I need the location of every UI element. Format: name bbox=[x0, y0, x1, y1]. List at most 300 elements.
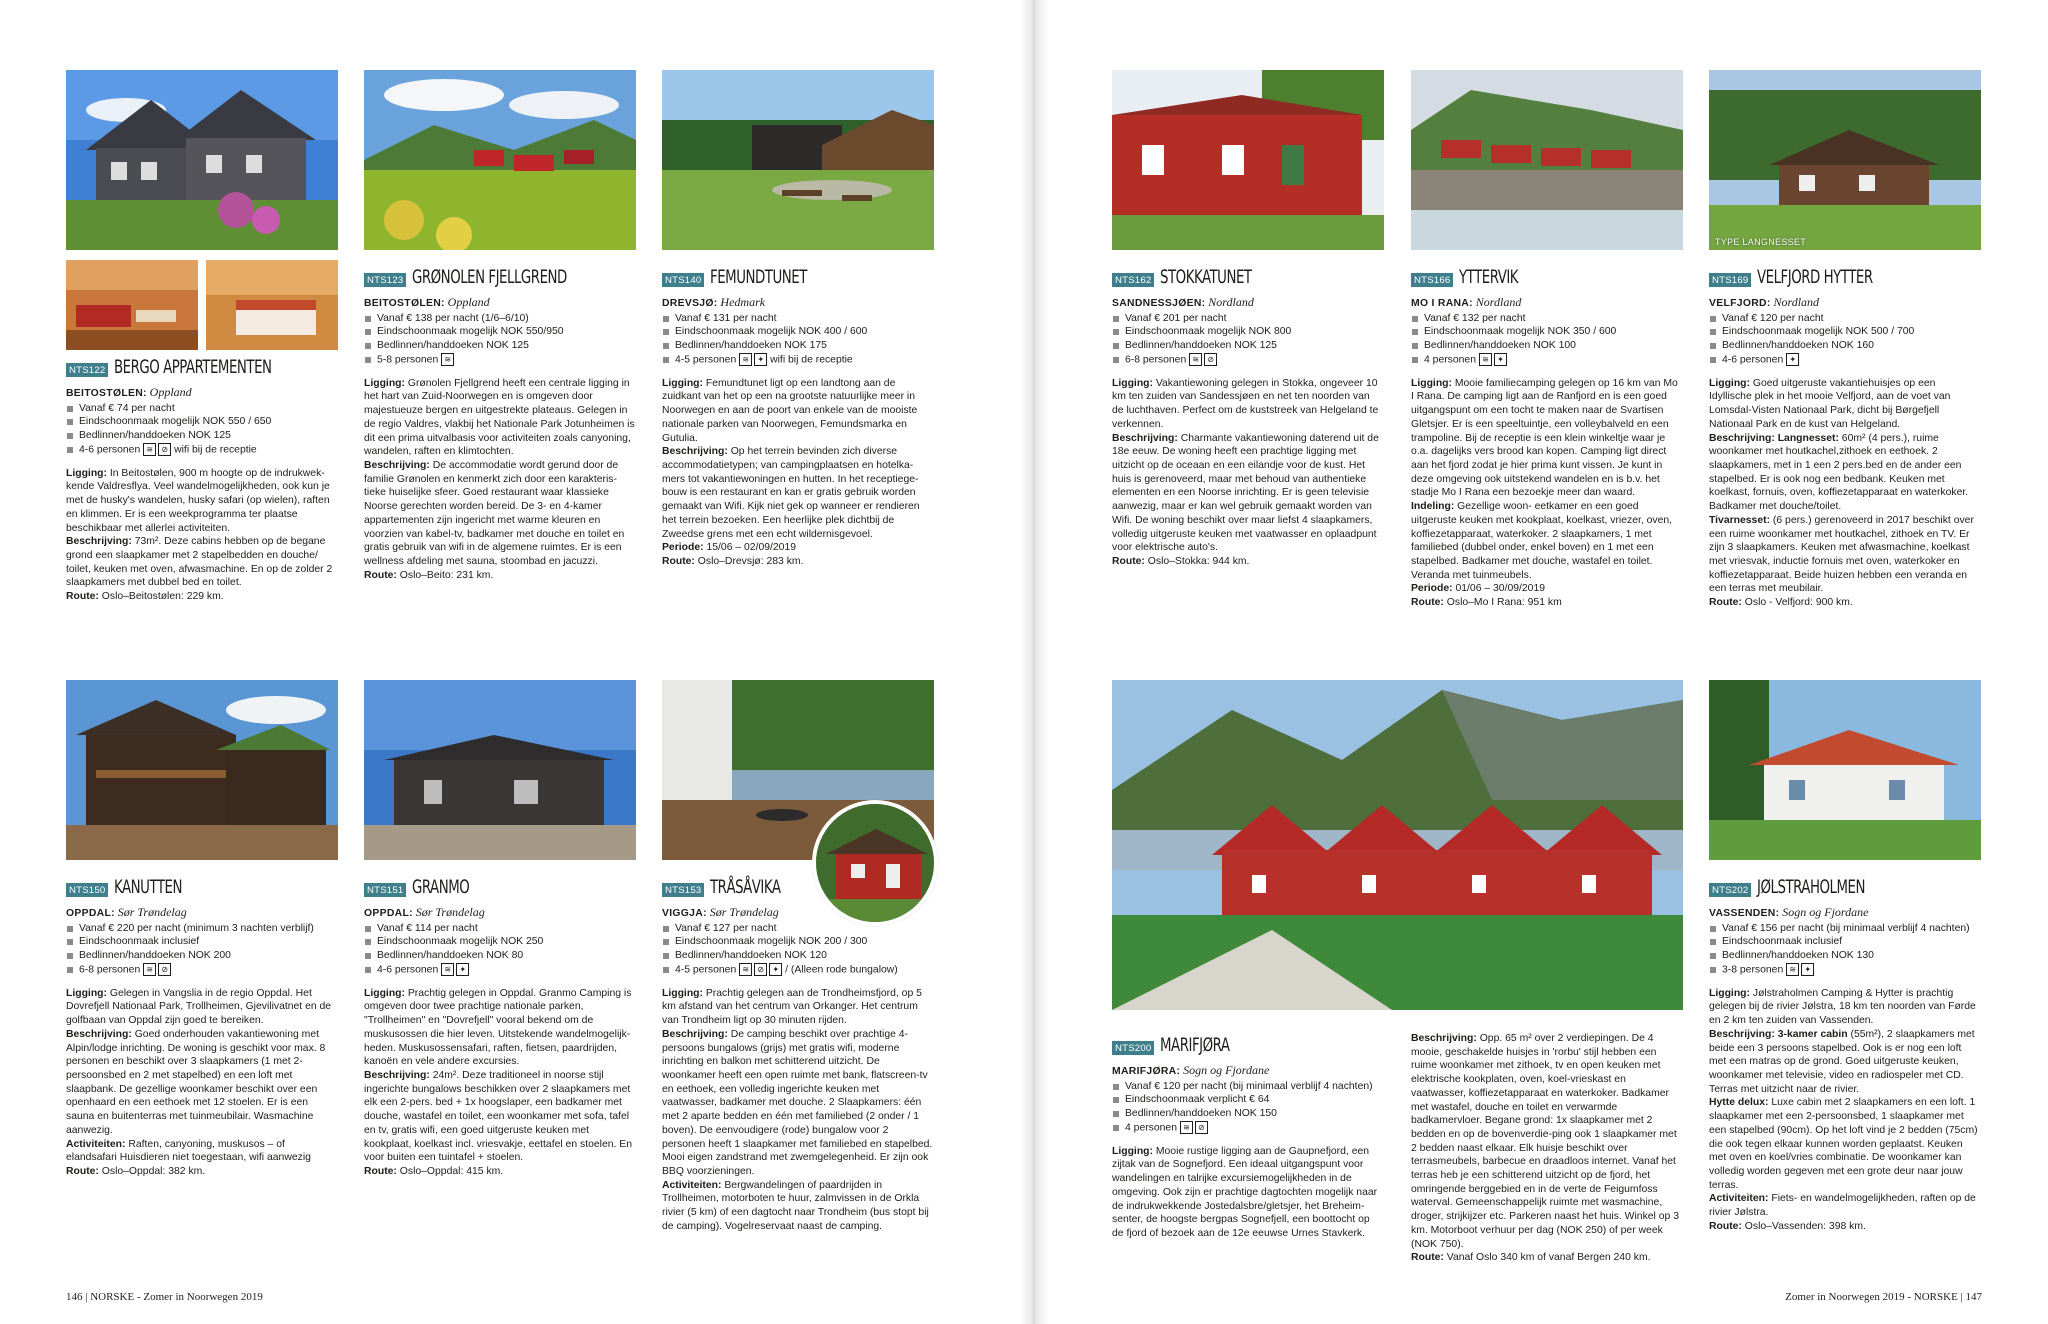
listing-code: NTS153 bbox=[662, 883, 704, 897]
fact-cleaning: Eindschoonmaak mogelijk NOK 200 / 300 bbox=[662, 935, 934, 949]
para-text: Oslo–Mo I Rana: 951 km bbox=[1443, 597, 1562, 609]
listing-name: BERGO APPARTEMENTEN bbox=[114, 356, 272, 378]
fact-linen: Bedlinnen/handdoeken NOK 80 bbox=[364, 949, 636, 963]
location-town: DREVSJØ: bbox=[662, 298, 718, 309]
listing-heading bbox=[1709, 268, 1981, 287]
fact-cleaning: Eindschoonmaak mogelijk NOK 800 bbox=[1112, 325, 1384, 339]
para-text: Prachtig gelegen in Oppdal. Granmo Camping is omgeven door twee prachtige nationale parken, "Trollheimen" en "Dovrefjell" vooral bekend om de muskusossen die hier leven. Uitstekende wandelmogelijk-heden. Muskusossensafari, raften, fietsen, paardrijden, kanoën en vele andere excursies. bbox=[364, 987, 632, 1068]
listing-heading bbox=[364, 268, 636, 287]
fact-linen: Bedlinnen/handdoeken NOK 130 bbox=[1709, 949, 1981, 963]
listing-name: GRANMO bbox=[412, 876, 470, 898]
fact-price: Vanaf € 120 per nacht (bij minimaal verblijf 4 nachten) bbox=[1112, 1080, 1384, 1094]
fact-persons bbox=[1411, 353, 1683, 367]
listing-facts bbox=[1112, 312, 1384, 367]
listing-activiteiten bbox=[66, 1138, 338, 1165]
page-gutter bbox=[1020, 0, 1048, 1324]
listing-periode bbox=[1411, 582, 1683, 596]
location-region: Sør Trøndelag bbox=[117, 905, 187, 919]
para-label: Periode: bbox=[662, 542, 704, 554]
listing-heading bbox=[1112, 268, 1384, 287]
no-pets-icon: ⊘ bbox=[158, 963, 171, 976]
wifi-icon: ≋ bbox=[1189, 353, 1202, 366]
para-text: Raften, canyoning, muskusos – of elandsafari Huisdieren niet toegestaan, wifi aanwezig bbox=[66, 1138, 311, 1164]
fact-persons bbox=[364, 353, 636, 367]
para-label: Route: bbox=[66, 1165, 99, 1177]
listing-heading bbox=[1411, 268, 1683, 287]
listing-route bbox=[1709, 596, 1981, 610]
fact-price: Vanaf € 138 per nacht (1/6–6/10) bbox=[364, 312, 636, 326]
listing-name: YTTERVIK bbox=[1459, 266, 1519, 288]
listing-code: NTS123 bbox=[364, 273, 406, 287]
para-text: Opp. 65 m² over 2 verdiepingen. De 4 mooie, geschakelde huisjes in 'rorbu' stijl hebben een ruime woonkamer met zithoek, tv en open keuken met elektrische kookplaten, oven, koel-vrieskast en vaatwasser, koffiezetapparaat en waterkoker. Badkamer met wastafel, douche en toilet en verwarmde badkamervloer. Begane grond: 1x slaapkamer met 2 bedden en op de bovenverdie-ping ook 1 slaapkamer met 2 bedden naast elkaar. Elk huisje beschikt over terrasmeubels, barbecue en draadloos internet. Vanaf het terras heb je een schitterend uitzicht op de fjord, het omringende berggebied en in de verte de Feigumfoss waterval. Gemeenschappelijk ruimte met wasmachine, droger, strijkijzer etc. Parkeren naast het huis. Winkel op 3 km. Motorboot verhuur per dag (NOK 250) of per week (NOK 750). bbox=[1411, 1033, 1679, 1250]
para-text: Bergwandelingen of paardrijden in Trollheimen, motorboten te huur, zalmvissen in de Orkla rivier (5 km) of een dagtocht naar Trondheim (bus stopt bij de camping). Vogelreservaat naast de camping. bbox=[662, 1179, 929, 1232]
fact-cleaning: Eindschoonmaak mogelijk NOK 250 bbox=[364, 935, 636, 949]
para-text: In Beitostølen, 900 m hoogte op de indrukwek-kende Valdresflya. Veel wandelmogelijkheden, ook kun je met de husky's wandelen, husky safari (op wielen), raften en klimmen. Er is een weekprogramma ter plaatse beschikbaar met allerlei activiteiten. bbox=[66, 467, 330, 534]
para-label: Beschrijving: bbox=[1112, 432, 1178, 444]
listing-route bbox=[66, 590, 338, 604]
listing-beschrijving bbox=[364, 1069, 636, 1165]
pets-icon: ✦ bbox=[1801, 963, 1814, 976]
para-text: Oslo–Oppdal: 415 km. bbox=[396, 1165, 504, 1177]
listing-beschrijving bbox=[364, 459, 636, 569]
listing-facts bbox=[364, 312, 636, 367]
para-label: Ligging: bbox=[1709, 377, 1750, 389]
wifi-icon: ≋ bbox=[1786, 963, 1799, 976]
listing-ligging bbox=[66, 987, 338, 1028]
listing-beschrijving bbox=[66, 535, 338, 590]
listing-facts bbox=[1411, 312, 1683, 367]
para-label: Route: bbox=[1411, 1252, 1444, 1264]
para-text: (6 pers.) gerenoveerd in 2017 beschikt over een ruime woonkamer met houtkachel, zithoek en TV. Er zijn 3 slaapkamers. Keuken met afwasmachine, koelkast met vriesvak, inductie fornuis met oven, waterkoker en koffiezetapparaat. Beide huizen hebben een veranda en een terras met meubilair. bbox=[1709, 514, 1974, 595]
para-text: Mooie rustige ligging aan de Gaupnefjord, een zijtak van de Sognefjord. Een ideaal uitgangspunt voor wandelingen en talrijke excursiemogelijkheden in de omgeving. Ook zijn er prachtige dagtochten mogelijk naar de indrukwekkende Jostedalsbre/gletsjer, het Breheim-senter, de hoogste bergpas Sognefjell, een boottocht op de fjord of bezoek aan de 12e eeuwse Urnes Stavkerk. bbox=[1112, 1145, 1378, 1239]
location-region: Nordland bbox=[1773, 295, 1820, 309]
fact-persons bbox=[1709, 963, 1981, 977]
persons-value: 6-8 personen bbox=[79, 964, 141, 976]
listing-code: NTS166 bbox=[1411, 273, 1453, 287]
listing-location bbox=[364, 296, 636, 311]
listing-route bbox=[1112, 555, 1384, 569]
para-label: Route: bbox=[1709, 597, 1742, 609]
para-text: Vanaf Oslo 340 km of vanaf Bergen 240 km. bbox=[1443, 1252, 1651, 1264]
para-label: Route: bbox=[1411, 597, 1444, 609]
listing-code: NTS169 bbox=[1709, 273, 1751, 287]
listing-heading bbox=[1709, 878, 1981, 897]
listing-location bbox=[1112, 1064, 1384, 1079]
listing-route bbox=[66, 1165, 338, 1179]
para-text: Oslo–Stokka: 944 km. bbox=[1144, 555, 1250, 567]
pets-icon: ✦ bbox=[769, 963, 782, 976]
para-label: Beschrijving: Langnesset: bbox=[1709, 432, 1839, 444]
location-region: Sør Trøndelag bbox=[415, 905, 485, 919]
listing-ligging bbox=[1112, 377, 1384, 432]
wifi-icon: ≋ bbox=[739, 353, 752, 366]
listing-bergo-appartementen bbox=[66, 358, 338, 604]
listing-location bbox=[364, 906, 636, 921]
listing-gronolen-fjellgrend bbox=[364, 268, 636, 582]
listing-location bbox=[66, 386, 338, 401]
para-label: Beschrijving: bbox=[662, 1028, 728, 1040]
listing-facts bbox=[662, 312, 934, 367]
listing-location bbox=[662, 906, 934, 921]
listing-location bbox=[66, 906, 338, 921]
location-town: MARIFJØRA: bbox=[1112, 1066, 1181, 1077]
listing-route bbox=[1411, 1251, 1683, 1265]
listing-ligging bbox=[662, 377, 934, 446]
location-town: OPPDAL: bbox=[364, 908, 413, 919]
para-text: Goed uitgeruste vakantiehuisjes op een Idyllische plek in het mooie Velfjord, aan de voet van Lomsdal-Visten Nationaal Park, dicht bij Børgefjell Nationaal Park en de kust van Helgeland. bbox=[1709, 377, 1951, 430]
para-label: Route: bbox=[66, 591, 99, 603]
listing-code: NTS150 bbox=[66, 883, 108, 897]
para-text: Oslo–Vassenden: 398 km. bbox=[1741, 1220, 1866, 1232]
location-town: VASSENDEN: bbox=[1709, 908, 1780, 919]
listing-route bbox=[662, 555, 934, 569]
fact-cleaning: Eindschoonmaak verplicht € 64 bbox=[1112, 1093, 1384, 1107]
para-text: Femundtunet ligt op een landtong aan de zuidkant van het op een na grootste natuurlijke meer in Noorwegen en aan de poort van enkele van de mooiste nationale parken van Noorwegen, Femundsmarka en Gutulia. bbox=[662, 377, 918, 444]
para-text: Gezellige woon- eetkamer en een goed uitgeruste keuken met kookplaat, koelkast, vriezer, oven, koffiezetapparaat, waterkoker. 2 slaapkamers, 1 met familiebed (dubbel onder, enkel boven) en 1 met een stapelbed. Badkamer met douche, wastafel en toilet. Veranda met tuinmeubels. bbox=[1411, 501, 1673, 581]
para-label: Indeling: bbox=[1411, 501, 1455, 513]
para-label: Ligging: bbox=[364, 377, 405, 389]
listing-yttervik bbox=[1411, 268, 1683, 610]
wifi-icon: ≋ bbox=[143, 443, 156, 456]
location-town: OPPDAL: bbox=[66, 908, 115, 919]
para-label: Activiteiten: bbox=[1709, 1193, 1769, 1205]
fact-linen: Bedlinnen/handdoeken NOK 125 bbox=[364, 339, 636, 353]
para-text: Oslo–Oppdal: 382 km. bbox=[98, 1165, 206, 1177]
listing-name: VELFJORD HYTTER bbox=[1757, 266, 1874, 288]
listing-trasavika bbox=[662, 878, 934, 1233]
fact-cleaning: Eindschoonmaak mogelijk NOK 550/950 bbox=[364, 325, 636, 339]
listing-location bbox=[1709, 906, 1981, 921]
location-region: Sør Trøndelag bbox=[709, 905, 779, 919]
para-text: Jølstraholmen Camping & Hytter is prachtig gelegen bij de rivier Jølstra, 18 km ten noorden van Førde en 2 km ten zuiden van Vassenden. bbox=[1709, 987, 1976, 1027]
para-text: De camping beschikt over prachtige 4-persoons bungalows (grijs) met gratis wifi, moderne inrichting en balkon met schitterend uitzicht. De woonkamer heeft een open ruimte met bank, flatscreen-tv en eethoek, een volledig ingerichte keuken met vaatwasser, badkamer met douche. 2 Slaapkamers: één met 2 aparte bedden en één met familiebed (2 onder / 1 boven). De eenvoudigere (rode) bungalow voor 2 personen heeft 1 slaapkamer met familiebed en stapelbed. Mooi eigen zandstrand met zwemgelegenheid. Er zijn ook BBQ voorzieningen. bbox=[662, 1028, 933, 1177]
listing-code: NTS202 bbox=[1709, 883, 1751, 897]
pets-icon: ✦ bbox=[456, 963, 469, 976]
pets-icon: ✦ bbox=[754, 353, 767, 366]
footer-left-folio: 146 | NORSKE - Zomer in Noorwegen 2019 bbox=[66, 1291, 263, 1303]
listing-ligging bbox=[364, 377, 636, 459]
fact-linen: Bedlinnen/handdoeken NOK 125 bbox=[66, 429, 338, 443]
para-label: Route: bbox=[1709, 1220, 1742, 1232]
listing-kanutten bbox=[66, 878, 338, 1179]
fact-price: Vanaf € 74 per nacht bbox=[66, 402, 338, 416]
listing-name: JØLSTRAHOLMEN bbox=[1757, 876, 1866, 898]
listing-name: KANUTTEN bbox=[114, 876, 183, 898]
para-label: Route: bbox=[662, 555, 695, 567]
listing-stokkatunet bbox=[1112, 268, 1384, 569]
para-label: Beschrijving: bbox=[1411, 1033, 1477, 1044]
listing-periode bbox=[662, 541, 934, 555]
listing-activiteiten bbox=[662, 1179, 934, 1234]
location-region: Nordland bbox=[1475, 295, 1522, 309]
listing-ligging bbox=[1112, 1145, 1384, 1241]
listing-femundtunet bbox=[662, 268, 934, 569]
listing-facts bbox=[66, 402, 338, 457]
listing-facts bbox=[1709, 922, 1981, 977]
listing-location bbox=[662, 296, 934, 311]
para-label: Beschrijving: bbox=[364, 1069, 430, 1081]
persons-value: 4-6 personen bbox=[377, 964, 439, 976]
fact-cleaning: Eindschoonmaak mogelijk NOK 550 / 650 bbox=[66, 415, 338, 429]
para-text: Oslo–Beito: 231 km. bbox=[396, 569, 494, 581]
fact-linen: Bedlinnen/handdoeken NOK 125 bbox=[1112, 339, 1384, 353]
location-region: Sogn og Fjordane bbox=[1782, 905, 1869, 919]
para-text: 24m². Deze traditioneel in noorse stijl ingerichte bungalows beschikken over 2 slaapkamers met elk een 2-pers. bed + 1x hoogslaper, een badkamer met douche, wastafel en toilet, een woonkamer met sofa, tafel en tv, gratis wifi, een goed uitgeruste keuken met kookplaat, koelkast incl. vriesvakje, eettafel en stoelen. En voor buiten een tuintafel + stoelen. bbox=[364, 1069, 632, 1164]
persons-value: 6-8 personen bbox=[1125, 354, 1187, 366]
para-label: Beschrijving: bbox=[66, 536, 132, 548]
persons-value: 4-5 personen bbox=[675, 354, 737, 366]
listing-facts bbox=[662, 922, 934, 977]
photo-kanutten bbox=[66, 680, 338, 860]
photo-femundtunet bbox=[662, 70, 934, 250]
para-label: Tivarnesset: bbox=[1709, 514, 1771, 526]
persons-value: 4-6 personen bbox=[79, 444, 141, 456]
listing-hytte-delux bbox=[1709, 1096, 1981, 1192]
listing-location bbox=[1411, 296, 1683, 311]
fact-linen: Bedlinnen/handdoeken NOK 100 bbox=[1411, 339, 1683, 353]
listing-heading bbox=[662, 268, 934, 287]
fact-linen: Bedlinnen/handdoeken NOK 160 bbox=[1709, 339, 1981, 353]
para-label: Ligging: bbox=[364, 987, 405, 999]
photo-bergo-bedroom bbox=[206, 260, 338, 350]
para-label: Periode: bbox=[1411, 583, 1453, 595]
location-town: MO I RANA: bbox=[1411, 298, 1473, 309]
fact-persons bbox=[66, 963, 338, 977]
para-label: Route: bbox=[364, 1165, 397, 1177]
listing-granmo bbox=[364, 878, 636, 1179]
listing-activiteiten bbox=[1709, 1192, 1981, 1219]
listing-location bbox=[1709, 296, 1981, 311]
fact-persons bbox=[1112, 1121, 1384, 1135]
listing-facts bbox=[1709, 312, 1981, 367]
para-label: Beschrijving: bbox=[364, 459, 430, 471]
listing-code: NTS151 bbox=[364, 883, 406, 897]
photo-jolstraholmen bbox=[1709, 680, 1981, 860]
listing-facts bbox=[1112, 1080, 1384, 1135]
listing-code: NTS162 bbox=[1112, 273, 1154, 287]
para-label: Ligging: bbox=[66, 987, 107, 999]
para-text: Grønolen Fjellgrend heeft een centrale ligging in het hart van Zuid-Noorwegen en is omgeven door majestueuze bergen en uitgestrekte plateaus. Gelegen in de regio Valdres, vlakbij het Nationale Park Jotunheimen is dit een prima uitvalbasis voor activiteiten zoals canyoning, wandelen, raften en klimtochten. bbox=[364, 377, 635, 458]
location-town: SANDNESSJØEN: bbox=[1112, 298, 1206, 309]
location-region: Sogn og Fjordane bbox=[1183, 1063, 1270, 1077]
listing-route bbox=[364, 1165, 636, 1179]
listing-beschrijving bbox=[1112, 432, 1384, 555]
facts-suffix: wifi bij de receptie bbox=[174, 444, 257, 456]
location-town: VIGGJA: bbox=[662, 908, 707, 919]
photo-caption-tag: TYPE LANGNESSET bbox=[1715, 237, 1807, 247]
para-text: Oslo–Drevsjø: 283 km. bbox=[694, 555, 804, 567]
facts-suffix: wifi bij de receptie bbox=[770, 354, 853, 366]
para-text: Prachtig gelegen aan de Trondheimsfjord, op 5 km afstand van het centrum van Orkanger. Het centrum van Trondheim ligt op 30 minuten rijden. bbox=[662, 987, 922, 1027]
fact-linen: Bedlinnen/handdoeken NOK 150 bbox=[1112, 1107, 1384, 1121]
fact-cleaning: Eindschoonmaak inclusief bbox=[1709, 935, 1981, 949]
fact-persons bbox=[66, 443, 338, 457]
listing-name: STOKKATUNET bbox=[1160, 266, 1252, 288]
listing-jolstraholmen bbox=[1709, 878, 1981, 1233]
listing-ligging bbox=[662, 987, 934, 1028]
persons-value: 4-6 personen bbox=[1722, 354, 1784, 366]
location-region: Hedmark bbox=[720, 295, 766, 309]
para-text: Charmante vakantiewoning daterend uit de 18e eeuw. De woning heeft een prachtige ligging met uitzicht op de oceaan en een eilandje voor de kust. Het huis is gerenoveerd, maar met behoud van authentieke elementen en een Noorse inrichting. Er is geen televisie aanwezig, maar er kan wel gebruik gemaakt worden van Wifi. De woning beschikt over maar liefst 4 slaapkamers, volledig uitgeruste keuken met vaatwasser en oplaadpunt voor elektrische auto's. bbox=[1112, 432, 1379, 554]
listing-facts bbox=[66, 922, 338, 977]
listing-heading bbox=[66, 358, 338, 377]
listing-beschrijving bbox=[1709, 1028, 1981, 1097]
para-label: Route: bbox=[364, 569, 397, 581]
para-label: Ligging: bbox=[662, 987, 703, 999]
photo-bergo-living bbox=[66, 260, 198, 350]
para-label: Activiteiten: bbox=[66, 1138, 126, 1150]
location-region: Oppland bbox=[149, 385, 192, 399]
listing-code: NTS122 bbox=[66, 363, 108, 377]
para-text: Fiets- en wandelmogelijkheden, raften op de rivier Jølstra. bbox=[1709, 1193, 1976, 1219]
location-region: Oppland bbox=[447, 295, 490, 309]
wifi-icon: ≋ bbox=[1180, 1121, 1193, 1134]
para-text: De accommodatie wordt gerund door de familie Grønolen en kenmerkt zich door een karakteris-tieke huiselijke sfeer. Goed restaurant waar klassieke Noorse gerechten worden bereid. De 3- en 4-kamer appartementen zijn ingericht met warme kleuren en voorzien van kabel-tv, badkamer met douche en toilet en gratis gebruik van wifi in de algemene ruimtes. Er is een wellness afdeling met sauna, stoombad en jacuzzi. bbox=[364, 459, 625, 567]
listing-heading bbox=[66, 878, 338, 897]
fact-persons: 4-5 personen ≋ ⊘ ✦ / (Alleen rode bungalow) bbox=[662, 963, 934, 977]
fact-cleaning: Eindschoonmaak mogelijk NOK 400 / 600 bbox=[662, 325, 934, 339]
fact-price: Vanaf € 201 per nacht bbox=[1112, 312, 1384, 326]
wifi-icon: ≋ bbox=[143, 963, 156, 976]
fact-price: Vanaf € 132 per nacht bbox=[1411, 312, 1683, 326]
listing-ligging bbox=[364, 987, 636, 1069]
pets-icon: ✦ bbox=[1786, 353, 1799, 366]
location-town: BEITOSTØLEN: bbox=[364, 298, 445, 309]
fact-price: Vanaf € 156 per nacht (bij minimaal verblijf 4 nachten) bbox=[1709, 922, 1981, 936]
wifi-icon: ≋ bbox=[441, 353, 454, 366]
photo-bergo-exterior bbox=[66, 70, 338, 250]
listing-heading bbox=[1112, 1036, 1384, 1055]
para-text: Mooie familiecamping gelegen op 16 km van Mo I Rana. De camping ligt aan de Ranfjord en is een goed uitgangspunt om een tocht te maken naar de Svartisen Gletsjer. Er is een speeltuintje, een volleybalveld en een trampoline. Bij de receptie is een klein winkeltje waar je o.a. dagelijks vers brood kan kopen. Camping ligt direct aan het fjord zodat je hier prima kunt vissen. Je kunt in deze omgeving ook uitstekend wandelen en is b.v. het stadje Mo I Rana een bezoekje meer dan waard. bbox=[1411, 377, 1678, 499]
para-label: Ligging: bbox=[1112, 1145, 1153, 1157]
no-pets-icon: ⊘ bbox=[1195, 1121, 1208, 1134]
facts-suffix: (Alleen rode bungalow) bbox=[790, 964, 898, 976]
listing-name: FEMUNDTUNET bbox=[710, 266, 808, 288]
para-label: Ligging: bbox=[1709, 987, 1750, 999]
listing-beschrijving bbox=[66, 1028, 338, 1138]
listing-name: TRÅSÅVIKA bbox=[710, 876, 781, 898]
listing-route bbox=[1709, 1220, 1981, 1234]
no-pets-icon: ⊘ bbox=[754, 963, 767, 976]
fact-persons bbox=[1112, 353, 1384, 367]
listing-route bbox=[364, 569, 636, 583]
listing-beschrijving bbox=[1411, 1032, 1683, 1251]
listing-code: NTS140 bbox=[662, 273, 704, 287]
location-region: Nordland bbox=[1208, 295, 1254, 309]
listing-ligging bbox=[1411, 377, 1683, 500]
photo-stokkatunet bbox=[1112, 70, 1384, 250]
no-pets-icon: ⊘ bbox=[1204, 353, 1217, 366]
listing-indeling bbox=[1411, 500, 1683, 582]
para-text: Gelegen in Vangslia in de regio Oppdal. Het Dovrefjell Nationaal Park, Trollheimen, Gjevilivatnet en de golfbaan van Oppdal zijn goed te bereiken. bbox=[66, 987, 332, 1027]
fact-price: Vanaf € 220 per nacht (minimum 3 nachten verblijf) bbox=[66, 922, 338, 936]
para-label: Activiteiten: bbox=[662, 1179, 722, 1191]
listing-ligging bbox=[1709, 987, 1981, 1028]
fact-price: Vanaf € 131 per nacht bbox=[662, 312, 934, 326]
fact-linen: Bedlinnen/handdoeken NOK 175 bbox=[662, 339, 934, 353]
persons-value: 4-5 personen bbox=[675, 964, 737, 976]
para-label: Ligging: bbox=[1112, 377, 1153, 389]
persons-value: 4 personen bbox=[1424, 354, 1476, 366]
listing-location bbox=[1112, 296, 1384, 311]
para-text: Goed onderhouden vakantiewoning met Alpin/lodge inrichting. De woning is geschikt voor max. 8 personen en beschikt over 3 slaapkamers (1 met 2-persoonsbed en 2 met stapelbed) en een loft met slaapbank. De gezellige woonkamer beschikt over een openhaard en een eethoek met 12 stoelen. Er is een sauna en buitenterras met tuinmeubilair. Wasmachine aanwezig. bbox=[66, 1028, 326, 1136]
fact-cleaning: Eindschoonmaak mogelijk NOK 500 / 700 bbox=[1709, 325, 1981, 339]
pets-icon: ✦ bbox=[1494, 353, 1507, 366]
listing-beschrijving bbox=[662, 445, 934, 541]
fact-price: Vanaf € 127 per nacht bbox=[662, 922, 934, 936]
wifi-icon: ≋ bbox=[441, 963, 454, 976]
fact-price: Vanaf € 114 per nacht bbox=[364, 922, 636, 936]
para-text: 60m² (4 pers.), ruime woonkamer met houtkachel,zithoek en eethoek. 2 slaapkamers, met in 1 een 2 pers.bed en de ander een stapelbed. Er is ook nog een bedbank. Keuken met koelkast, fornuis, oven, koffiezetapparaat en waterkoker. Badkamer met douche/toilet. bbox=[1709, 432, 1969, 513]
listing-velfjord-hytter bbox=[1709, 268, 1981, 610]
listing-beschrijving bbox=[1709, 432, 1981, 514]
photo-velfjord bbox=[1709, 70, 1981, 250]
fact-linen: Bedlinnen/handdoeken NOK 120 bbox=[662, 949, 934, 963]
location-town: VELFJORD: bbox=[1709, 298, 1771, 309]
listing-facts bbox=[364, 922, 636, 977]
persons-value: 3-8 personen bbox=[1722, 964, 1784, 976]
para-label: Ligging: bbox=[662, 377, 703, 389]
listing-beschrijving bbox=[662, 1028, 934, 1179]
listing-marifjora bbox=[1112, 1036, 1384, 1241]
listing-name: MARIFJØRA bbox=[1160, 1034, 1230, 1056]
para-label: Beschrijving: bbox=[66, 1028, 132, 1040]
para-text: Luxe cabin met 2 slaapkamers en een loft. 1 slaapkamer met een 2-persoonsbed, 1 slaapkamer met een stapelbed (90cm). Op het loft vind je 2 bedden (75cm) die ook tegen elkaar kunnen worden geplaatst. Keuken met oven en koel/vries combinatie. De woonkamer kan volledig worden gegeven met een grote deur naar jouw terras. bbox=[1709, 1097, 1978, 1191]
fact-price: Vanaf € 120 per nacht bbox=[1709, 312, 1981, 326]
persons-value: 5-8 personen bbox=[377, 354, 439, 366]
listing-route bbox=[1411, 596, 1683, 610]
para-text: 01/06 – 30/09/2019 bbox=[1452, 583, 1546, 595]
wifi-icon: ≋ bbox=[1479, 353, 1492, 366]
para-text: Oslo - Velfjord: 900 km. bbox=[1741, 597, 1853, 609]
listing-tivarnesset bbox=[1709, 514, 1981, 596]
listing-ligging bbox=[66, 467, 338, 536]
para-label: Route: bbox=[1112, 555, 1145, 567]
location-town: BEITOSTØLEN: bbox=[66, 388, 147, 399]
para-label: Beschrijving: 3-kamer cabin bbox=[1709, 1028, 1848, 1040]
persons-value: 4 personen bbox=[1125, 1122, 1177, 1134]
para-label: Ligging: bbox=[1411, 377, 1452, 389]
fact-linen: Bedlinnen/handdoeken NOK 200 bbox=[66, 949, 338, 963]
photo-gronolen bbox=[364, 70, 636, 250]
listing-marifjora-column-2 bbox=[1411, 1032, 1683, 1265]
fact-cleaning: Eindschoonmaak inclusief bbox=[66, 935, 338, 949]
para-label: Hytte delux: bbox=[1709, 1097, 1769, 1109]
no-pets-icon: ⊘ bbox=[158, 443, 171, 456]
para-label: Ligging: bbox=[66, 467, 107, 479]
para-text: Op het terrein bevinden zich diverse accommodatietypen; van campingplaatsen en hotelka-mers tot vakantiewoningen en hutten. In het receptiege-bouw is een restaurant en kan er gratis gebruik worden gemaakt van Wifi. Kijk niet gek op wanneer er rendieren het terrein bezoeken. Een heerlijke plek dichtbij de Zweedse grens met een echt wildernisgevoel. bbox=[662, 446, 920, 540]
para-text: (55m²), 2 slaapkamers met beide een 3 persoons stapelbed. Ook is er nog een loft met een matras op de grond. Goed uitgeruste keuken, woonkamer met televisie, video en radiospeler met CD. Terras met uitzicht naar de rivier. bbox=[1709, 1028, 1975, 1095]
photo-granmo bbox=[364, 680, 636, 860]
wifi-icon: ≋ bbox=[739, 963, 752, 976]
listing-ligging bbox=[1709, 377, 1981, 432]
fact-persons bbox=[364, 963, 636, 977]
listing-code: NTS200 bbox=[1112, 1041, 1154, 1055]
listing-heading bbox=[662, 878, 934, 897]
fact-persons bbox=[662, 353, 934, 367]
photo-yttervik bbox=[1411, 70, 1683, 250]
footer-right-folio: Zomer in Noorwegen 2019 - NORSKE | 147 bbox=[1785, 1291, 1982, 1303]
fact-cleaning: Eindschoonmaak mogelijk NOK 350 / 600 bbox=[1411, 325, 1683, 339]
para-text: Oslo–Beitostølen: 229 km. bbox=[98, 591, 224, 603]
para-text: Vakantiewoning gelegen in Stokka, ongeveer 10 km ten zuiden van Sandessjøen en net ten noorden van de luchthaven. Perfect om de kuststreek van Helgeland te verkennen. bbox=[1112, 377, 1379, 430]
fact-persons bbox=[1709, 353, 1981, 367]
listing-name: GRØNOLEN FJELLGREND bbox=[412, 266, 568, 288]
para-label: Beschrijving: bbox=[662, 446, 728, 458]
para-text: 73m². Deze cabins hebben op de begane grond een slaapkamer met 2 stapelbedden en douche/ toilet, keuken met oven, afwasmachine. En op de zolder 2 slaapkamers met dubbel bed en toilet. bbox=[66, 536, 333, 589]
photo-marifjora bbox=[1112, 680, 1683, 1010]
para-text: 15/06 – 02/09/2019 bbox=[703, 542, 797, 554]
